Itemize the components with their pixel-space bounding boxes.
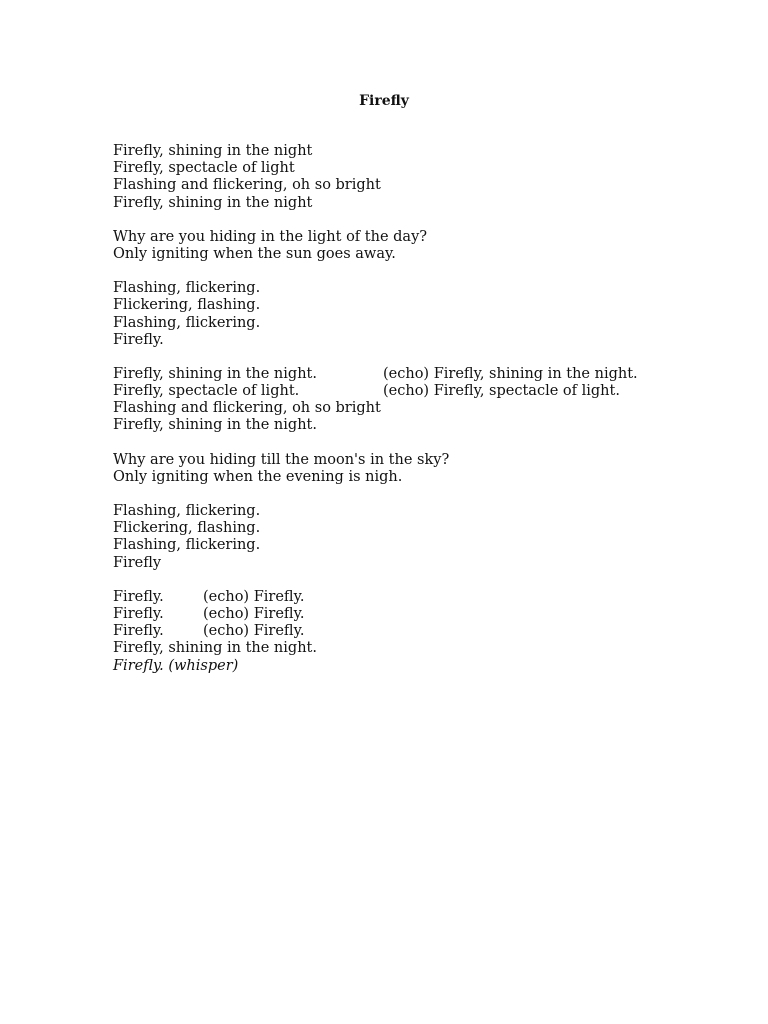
poem-body: [113, 143, 673, 692]
poem-line: Firefly.: [113, 605, 164, 622]
stanza-3: [113, 280, 673, 349]
poem-line: Firefly.: [113, 588, 164, 605]
stanza-6: [113, 503, 673, 572]
poem-line: Firefly, spectacle of light: [113, 160, 295, 177]
poem-line: Firefly, shining in the night: [113, 194, 313, 211]
poem-line: Firefly.: [113, 623, 164, 640]
poem-line: Flickering, flashing.: [113, 520, 261, 537]
echo-line: (echo) Firefly.: [203, 588, 305, 605]
stanza-4: [113, 366, 673, 435]
poem-line: Firefly.: [113, 331, 164, 348]
echo-line: (echo) Firefly, spectacle of light.: [383, 383, 620, 400]
poem-line: Why are you hiding till the moon's in the sky?: [113, 451, 450, 468]
stanza-5: [113, 452, 673, 486]
stanza-2: [113, 229, 673, 263]
poem-line: Flashing and flickering, oh so bright: [113, 177, 381, 194]
poem-row: [113, 606, 673, 623]
poem-line: Why are you hiding in the light of the day?: [113, 228, 428, 245]
poem-line: Firefly, shining in the night.: [113, 417, 317, 434]
poem-line: Firefly, shining in the night.: [113, 365, 317, 382]
page-title: Firefly: [359, 93, 409, 109]
poem-line: Flashing, flickering.: [113, 314, 261, 331]
poem-line: Only igniting when the sun goes away.: [113, 245, 396, 262]
poem-line: Flashing, flickering.: [113, 537, 261, 554]
poem-line: Firefly, shining in the night.: [113, 640, 317, 657]
stanza-1: [113, 143, 673, 212]
poem-row: [113, 623, 673, 640]
poem-row: [113, 589, 673, 606]
echo-line: (echo) Firefly.: [203, 623, 305, 640]
poem-line: Firefly: [113, 554, 162, 571]
whisper-line: Firefly. (whisper): [113, 657, 239, 674]
poem-line: Flashing and flickering, oh so bright: [113, 400, 381, 417]
poem-line: Flashing, flickering.: [113, 503, 261, 519]
poem-line: Firefly, spectacle of light.: [113, 383, 300, 400]
stanza-7: [113, 589, 673, 675]
poem-line: Firefly, shining in the night: [113, 143, 313, 159]
poem-line: Only igniting when the evening is nigh.: [113, 468, 403, 485]
echo-line: (echo) Firefly, shining in the night.: [383, 365, 638, 382]
poem-line: Flickering, flashing.: [113, 297, 261, 314]
poem-row: [113, 383, 673, 400]
poem-row: [113, 400, 673, 417]
echo-line: (echo) Firefly.: [203, 605, 305, 622]
poem-row: [113, 417, 673, 434]
poem-line: Flashing, flickering.: [113, 280, 261, 297]
poem-row: [113, 366, 673, 383]
